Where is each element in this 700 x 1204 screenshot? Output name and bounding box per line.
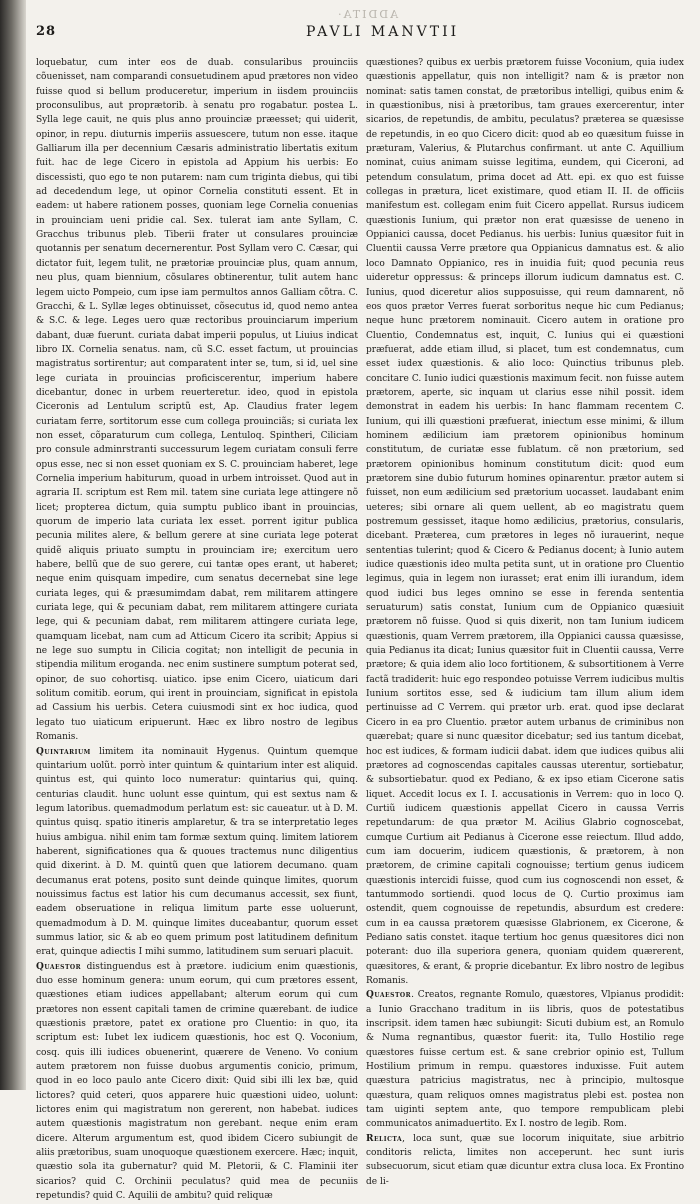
lexicon-entry [36, 960, 358, 1204]
page-number: 28 [36, 24, 57, 39]
entry-text: distinguendus est à prætore. iudicium enim quæstionis, duo esse hominum genera: unum eorum, qui cum prætores essent, quæstiones etiam iudices appellabant; alterum eorum qui cum prætores non essent capitali tamen de crimine quærebant. de iudice quæstionis prætore, patet ex oratione pro Cluentio: in quo, ita scriptum est: Iubet lex iudicem quæstionis, hoc est Q. Voconium, cosq. quis illi iudices obuenerint, quærere de Veneno. Vo conium autem prætorem non fuisse duobus argumentis conicio, primum, quod in eo loco paulo ante Cicero dixit: Quid sibi illi lex bæ, quid lictores? quid ceteri, quos apparere huic quæstioni uideo, uolunt: lictores enim qui magistratum non gererent, non habebat. iudices autem quæstionis magistratum non gerebant. neque enim eram dicere. Alterum argumentum est, quod ibidem Cicero subiungit de aliis prætoribus, suam unoquoque quæstionem exercere. Hæc; inquit, quæstio sola ita gubernatur? quid M. Pletorii, & C. Flaminii iter sicarios? quid C. Orchinii peculatus? quid mea de pecuniis repetundis? quid C. Aquilii de ambitu? quid reliquæ [36, 961, 358, 1202]
page-header [36, 8, 682, 44]
entry-headword: Quaestor [366, 990, 412, 1001]
paragraph [366, 56, 684, 988]
entry-headword: Quaestor [36, 961, 82, 972]
lexicon-entry [36, 745, 358, 960]
bleed-through-text: ADDITA· [336, 8, 399, 21]
entry-text: , loca sunt, quæ sue locorum iniquitate, siue arbitrio conditoris relicta, limites non acceperunt. hec sunt iuris subsecuorum, sicut etiam quæ dicuntur extra clusa loca. Ex Frontino de li- [366, 1133, 684, 1187]
lexicon-entry [366, 1132, 684, 1189]
binding-gutter [0, 0, 26, 1090]
lexicon-entry [366, 988, 684, 1131]
paragraph [36, 56, 358, 745]
right-column [366, 56, 684, 1187]
entry-headword: Quintarium [36, 746, 91, 757]
running-title: PAVLI MANVTII [306, 24, 460, 40]
entry-headword: Relicta [366, 1133, 403, 1144]
entry-text: . Creatos, regnante Romulo, quæstores, Vlpianus prodidit: a Iunio Gracchano traditum in iis libris, quos de potestatibus inscripsit. idem tamen hæc subiungit: Sicuti dubium est, an Romulo & Numa regnantibus, quæstor fuerit: ita, Tullo Hostilio rege quæstores fuisse certum est. & sane crebrior opinio est, Tullum Hostilium primum in rempu. quæstores induxisse. Fuit autem quæstura patricius magistratus, nec à principio, multosque quæstura, quam reliquos omnes magistratus plebi est. postea non tam uiginti septem ante, quo tempore rempublicam plebi communicatos animaduertito. Ex I. nostro de legib. Rom. [366, 990, 684, 1130]
paragraph-text: loquebatur, cum inter eos de duab. consularibus prouinciis cõuenisset, nam comparandi consuetudinem apud prætores non video fuisse quod si bellum produceretur, imperium in iisdem prouinciis proconsulibus, aut proprætorib. à senatu pro rogabatur. postea L. Sylla lege cauit, ne quis plus anno prouinciæ præesset; qui uiderit, opinor, in repu. diuturnis imperiis assuescere, tutum non esse. itaque Galliarum illa per decennium Cæsaris administratio libertatis exitum fuit. hac de lege Cicero in epistola ad Appium his uerbis: Eo discessisti, quo ego te non putarem: nam cum triginta diebus, qui tibi ad decedendum lege, ut opinor Cornelia constituti essent. Et in eadem: ut habere rationem posses, quoniam lege Cornelia conuenias in prouinciam ueni pridie cal. Sex. tulerat iam ante Syllam, C. Gracchus tribunus pleb. Tiberii frater ut consulares prouinciæ quotannis per senatum decernerentur. Post Syllam vero C. Cæsar, qui dictator fuit, legem tulit, ne prætoriæ prouinciæ plus, quam annum, neu plus, quam biennium, cõsulares obtinerentur, tulit autem hanc legem uicto Pompeio, cum ipse iam permultos annos Galliam cõtra. C. Gracchi, & L. Syllæ leges obtinuisset, cõsecutus id, quod nemo antea & S.C. & lege. Leges uero quæ rectoribus prouinciarum imperium dabant, duæ fuerunt. curiata dabat imperii populus, ut Liuius indicat libro IX. Cornelia senatus. nam, cũ S.C. esset factum, ut prouincias magistratus sortirentur; aut comparatent inter se, tum, si id, uel sine lege curiata in prouincias proficiscerentur, imperium habere dicebantur, donec in urbem reuerteretur. ideo, quod in epistola Ciceronis ad Lentulum scriptũ est, Ap. Claudius frater legem curiatam ferre, sortitorum esse cum collega prouinciãs; si curiata lex non esset, cõparaturum cum collega, Lentuloq. Spintheri, Ciliciam pro consule adminrstranti successurum legem curiatam consuli ferre opus esse, nec si non esset quoniam ex S. C. prouinciam haberet, lege Cornelia imperium habiturum, quoad in urbem introisset. Quod aut in agraria II. scriptum est Rem mil. tatem sine curiata lege attingere nõ licet; propterea dictum, quia sumptu publico ibant in prouincias, quorum de imperio lata curiata lex esset. porrent igitur publica pecunia milites alere, & bellum gerere at sine curiata lege poterat quidẽ aliquis priuato sumptu in prouinciam ire; exercitum uero habere, bellũ que de suo gerere, cui tantæ opes erant, ut haberet; neque enim quisquam impedire, cum senatus decernebat sine lege curiata leges, qui & præsumimdam dabat, rem militarem attingere curiata lege, qui & pecuniam dabat, rem militarem attingere curiata lege, qui & pecuniam dabat, rem militarem attingere curiata lege, quamquam licebat, nam cum ad Atticum Cicero ita scribit; Appius si ne lege suo sumptu in Cilicia cogitat; non intelligit de pecunia in stipendia militum eroganda. nec enim sustinere sumptum poterat sed, opinor, de suo cohortisq. uiatico. ipse enim Cicero, uiaticum dari solitum comitib. eorum, qui irent in prouinciam, significat in epistola ad Cassium his uerbis. Cetera cuiusmodi sint ex hoc iudica, quod legato tuo uiaticum eripuerunt. Hæc ex libro nostro de legibus Romanis. [36, 58, 358, 743]
left-column [36, 56, 358, 1202]
entry-text: limitem ita nominauit Hygenus. Quintum quemque quintarium uolũt. porrò inter quintum & quintarium inter est aliquid. quintus est, qui quinto loco numeratur: quintarius qui, quinq. centurias claudit. hunc uolunt esse quintum, qui est sextus nam & legum latoribus. quemadmodum perlatum est: sic caueatur. ut à D. M. quintus quisq. spatio itineris amplaretur, & tra se interpretatio leges huius ambigua. nihil enim tam formæ sextum quinq. limitem latiorem haberent, significationes qua & quoues tractemus nunc diligentius quid dixerint. à D. M. quintũ quen que latiorem decumano. quam decumanus erat potens, posito sunt deinde quinque limites, quorum nouissimus factus est latior his cum decumanus accessit, sex fiunt, eadem obseruatione in reliqua limitum parte esse uoluerunt, quemadmodum à D. M. quinque limites duceabantur, quorum esset summus latior, sic & ab eo quem primum post latitudinem definitum erat, quinque adiectis I mihi summo, latitudinem sum seruari placuit. [36, 746, 358, 958]
paragraph-text: quæstiones? quibus ex uerbis prætorem fuisse Voconium, quia iudex quæstionis appellatur, quis non intelligit? nam & is prætor non nominat: satis tamen constat, de prætoribus intelligi, quibus enim & in quæstionibus, nisi à prætoribus, tam graues exercerentur, inter sicarios, de repetundis, de ambitu, peculatus? præterea se quæsisse de repetundis, in eo quo Cicero dicit: quod ab eo quæsitum fuisse in præturam, Valerius, & Plutarchus confirmant. ut ante C. Aquillium nominat, cuius animam suisse legitima, eundem, qui Ciceroni, ad petendum consulatum, prima docet ad Att. epi. ex quo est fuisse collegas in prætura, licet existimare, quod etiam II. II. de officiis manifestum est. collegam enim fuit Cicero appellat. Rursus iudicem quæstionis Iunium, qui prætor non erat quæsisse de ueneno in Oppianici caussa, docet Pedianus. his uerbis: Iunius quæsitor fuit in Cluentii caussa Verre prætore qua Oppianicus damnatus est. & alio loco Damnato Oppianico, res in inuidia fuit; quod pecunia reus uideretur oppressus: & princeps illorum iudicum damnatus est. C. Iunius, quod diceretur alios supposuisse, qui reum damnarent, nõ eos quos prætor Verres fuerat sorboritus neque hic cum Pedianus; neque hunc prætorem nominauit. Cicero autem in oratione pro Cluentio, Condemnatus est, inquit, C. Iunius qui ei quæstioni præfuerat, adde etiam illud, si placet, tum est condemnatus, cum esset iudex quæstionis. & alio loco: Quinctius tribunus pleb. concitare C. Iunio iudici quæstionis maximum fecit. non fuisse autem prætorem, aperte, sic inquam ut clarius esse nihil possit. idem demonstrat in eadem his uerbis: In hanc flammam recentem C. Iunium, qui illi quæstioni præfuerat, iniectum esse minimi, & illum hominem ædilicium iam prætorem opinionibus hominum constitutum, de curiatæ esse fublatum. cẽ non prætorium, sed prætorem opinionibus hominum constitutum dicit: quod eum prætorem sine dubio futurum homines opinarentur. prætor autem si fuisset, non eum ædilicium sed prætorium uocasset. laudabant enim ueteres; sibi ornare ali quem uellent, ab eo magistratu quem postremum gessisset, itaque homo ædilicius, prætorius, consularis, dicebant. Præterea, cum prætores in leges nõ iurauerint, neque sententias tulerint; quod & Cicero & Pedianus docent; à Iunio autem iudice quæstionis ideo multa petita sunt, ut in oratione pro Cluentio legimus, quia in legem non iurasset; erat enim illi iurandum, idem quod iudici bus leges omnino se esse in ferenda sententia seruaturum) satis constat, Iunium cum de Oppianico quæsiuit prætorem nõ fuisse. Quod si quis dixerit, non tam Iunium iudicem quæstionis, quam Verrem prætorem, illa Oppianici caussa quæsisse, quia Pedianus ita dicat; Iunius quæsitor fuit in Cluentii caussa, Verre prætore; & quia idem alio loco fortitionem, & subsortitionem à Verre factã tradiderit: huic ego respondeo potuisse Verrem iudicibus multis Iunium sortitos esse, sed & iudicium tam illum alium idem pertinuisse ad C Verrem. qui prætor urb. erat. quod ipse declarat Cicero in ea pro Cluentio. prætor autem urbanus de criminibus non quærebat; quare si nunc quæsitor dicebatur; sed ius tantum dicebat, hoc est iudices, & formam iudicii dabat. idem que iudices quibus alii prætores ad cognoscendas capitales caussas uterentur, sortiebatur, & subsortiebatur. quod ex Pediano, & ex ipso etiam Cicerone satis liquet. Accedit locus ex I. I. accusationis in Verrem: quo in loco Q. Curtiũ iudicem quæstionis appellat Cicero in caussa Verris repetundarum: de qua prætor M. Acilius Glabrio cognoscebat, cumque Curtium ait Pedianus à Cicerone esse reiectum. Illud addo, cum iam docuerim, iudicem quæstionis, & prætorem, à non prætorem, de crimine capitali cognouisse; tertium genus iudicem quæstionis intercidi fuisse, quod cum ius cognoscendi non esset, & tantummodo sortiendi. quod locus de Q. Curtio proximus iam ostendit, quem cognouisse de repetundis, absurdum est credere: cum in ea caussa prætorem quæsisse Glabrionem, ex Cicerone, & Pediano satis constet. itaque tertium hoc genus quæsitores dici non poterant: duo illa superiora genera, quoniam quidem quærerent, quæsitores, & erant, & proprie dicebantur. Ex libro nostro de legibus Romanis. [366, 58, 684, 986]
